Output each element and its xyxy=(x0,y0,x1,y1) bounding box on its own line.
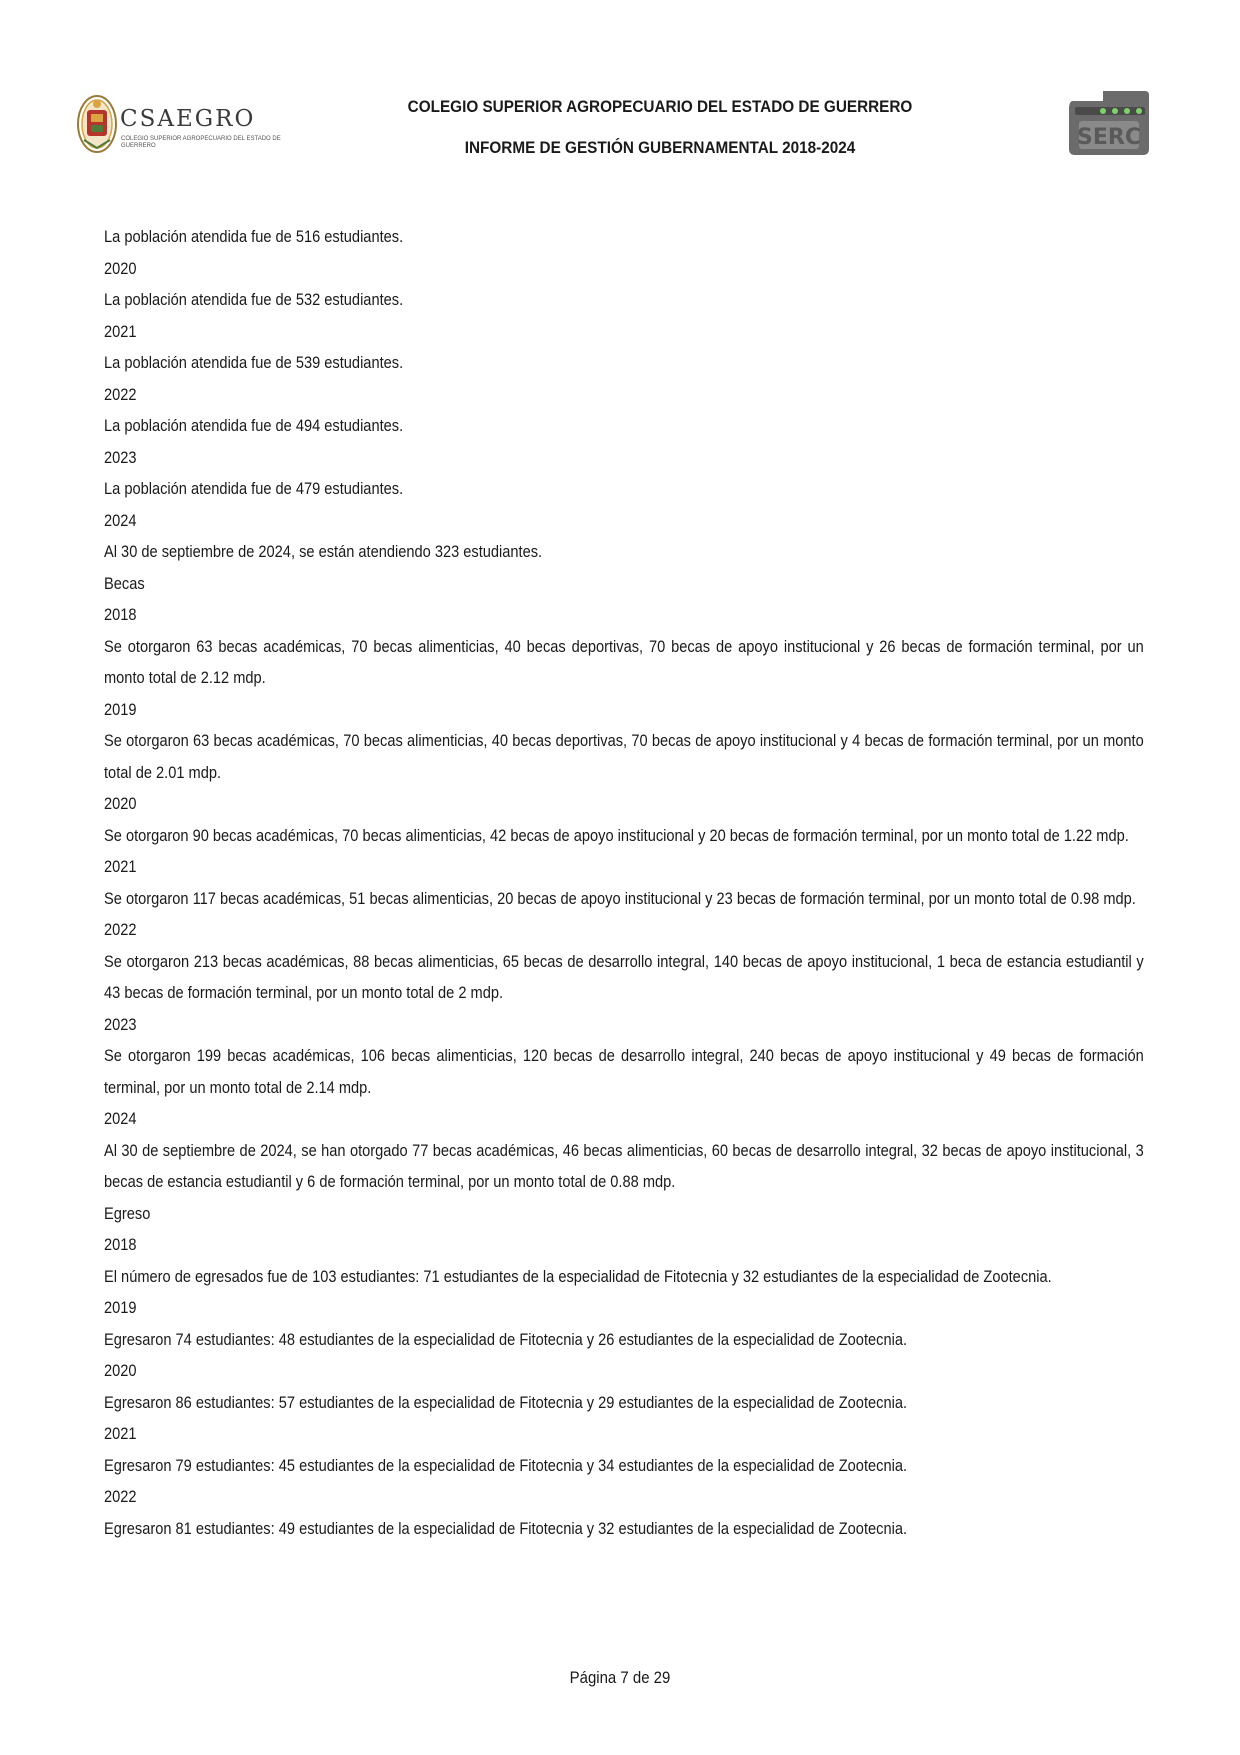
body-paragraph: Al 30 de septiembre de 2024, se han otorgado 77 becas académicas, 46 becas alimenticias, 60 becas de desarrollo integral, 32 becas de apoyo institucional, 3 becas de estancia estudiantil y 6 de formación terminal, por un monto total de 0.88 mdp. xyxy=(104,1140,1144,1191)
body-paragraph: La población atendida fue de 516 estudiantes. xyxy=(104,227,404,246)
section-heading: Egreso xyxy=(104,1203,151,1223)
body-paragraph: Se otorgaron 213 becas académicas, 88 becas alimenticias, 65 becas de desarrollo integral, 140 becas de apoyo institucional, 1 beca de estancia estudiantil y 43 becas de formación terminal, por un monto total de 2 mdp. xyxy=(104,951,1144,1002)
year-heading: 2019 xyxy=(104,1298,137,1317)
body-paragraph: La población atendida fue de 539 estudiantes. xyxy=(104,353,404,372)
page-number: Página 7 de 29 xyxy=(569,1668,671,1687)
body-paragraph: La población atendida fue de 479 estudiantes. xyxy=(104,479,404,498)
year-heading: 2019 xyxy=(104,699,137,719)
year-heading: 2022 xyxy=(104,384,137,404)
body-paragraph: Se otorgaron 90 becas académicas, 70 becas alimenticias, 42 becas de apoyo institucional y 20 becas de formación terminal, por un monto total de 1.22 mdp. xyxy=(104,825,1129,845)
section-heading: Becas xyxy=(104,573,145,593)
year-heading: 2020 xyxy=(104,258,137,278)
year-heading: 2020 xyxy=(104,794,137,813)
year-heading: 2021 xyxy=(104,321,137,341)
year-heading: 2024 xyxy=(104,510,137,530)
report-body xyxy=(104,221,1144,1544)
serc-logo-icon xyxy=(1065,89,1151,157)
year-heading: 2023 xyxy=(104,447,137,467)
institution-title: COLEGIO SUPERIOR AGROPECUARIO DEL ESTADO DE GUERRERO xyxy=(407,97,913,116)
body-paragraph: Egresaron 86 estudiantes: 57 estudiantes de la especialidad de Fitotecnia y 29 estudiantes de la especialidad de Zootecnia. xyxy=(104,1392,908,1412)
year-heading: 2024 xyxy=(104,1109,137,1128)
year-heading: 2018 xyxy=(104,605,137,624)
year-heading: 2020 xyxy=(104,1361,137,1380)
year-heading: 2023 xyxy=(104,1014,137,1034)
year-heading: 2018 xyxy=(104,1235,137,1254)
body-paragraph: El número de egresados fue de 103 estudiantes: 71 estudiantes de la especialidad de Fitotecnia y 32 estudiantes de la especialidad de Zootecnia. xyxy=(104,1266,1052,1286)
body-paragraph: Al 30 de septiembre de 2024, se están atendiendo 323 estudiantes. xyxy=(104,542,543,561)
page-header xyxy=(0,0,1240,175)
body-paragraph: Se otorgaron 117 becas académicas, 51 becas alimenticias, 20 becas de apoyo institucional y 23 becas de formación terminal, por un monto total de 0.98 mdp. xyxy=(104,888,1136,908)
report-title: INFORME DE GESTIÓN GUBERNAMENTAL 2018-2024 xyxy=(464,138,856,157)
year-heading: 2022 xyxy=(104,1487,137,1506)
body-paragraph: Se otorgaron 63 becas académicas, 70 becas alimenticias, 40 becas deportivas, 70 becas de apoyo institucional y 4 becas de formación terminal, por un monto total de 2.01 mdp. xyxy=(104,731,1144,782)
body-paragraph: La población atendida fue de 494 estudiantes. xyxy=(104,416,404,435)
body-paragraph: Egresaron 79 estudiantes: 45 estudiantes de la especialidad de Fitotecnia y 34 estudiantes de la especialidad de Zootecnia. xyxy=(104,1455,908,1475)
body-paragraph: Egresaron 81 estudiantes: 49 estudiantes de la especialidad de Fitotecnia y 32 estudiantes de la especialidad de Zootecnia. xyxy=(104,1518,908,1538)
year-heading: 2022 xyxy=(104,920,137,939)
body-paragraph: Se otorgaron 199 becas académicas, 106 becas alimenticias, 120 becas de desarrollo integral, 240 becas de apoyo institucional y 49 becas de formación terminal, por un monto total de 2.14 mdp. xyxy=(104,1046,1144,1097)
year-heading: 2021 xyxy=(104,857,137,876)
body-paragraph: Egresaron 74 estudiantes: 48 estudiantes de la especialidad de Fitotecnia y 26 estudiantes de la especialidad de Zootecnia. xyxy=(104,1329,908,1349)
csaegro-logo xyxy=(76,92,281,158)
body-paragraph: Se otorgaron 63 becas académicas, 70 becas alimenticias, 40 becas deportivas, 70 becas de apoyo institucional y 26 becas de formación terminal, por un monto total de 2.12 mdp. xyxy=(104,636,1144,687)
body-paragraph: La población atendida fue de 532 estudiantes. xyxy=(104,290,404,309)
serc-logo-text: SERC xyxy=(1077,125,1141,150)
csaegro-logo-name: CSAEGRO xyxy=(120,106,256,132)
csaegro-crest-icon xyxy=(76,92,118,154)
csaegro-logo-subtitle: COLEGIO SUPERIOR AGROPECUARIO DEL ESTADO DE GUERRERO xyxy=(121,136,281,149)
year-heading: 2021 xyxy=(104,1424,137,1443)
